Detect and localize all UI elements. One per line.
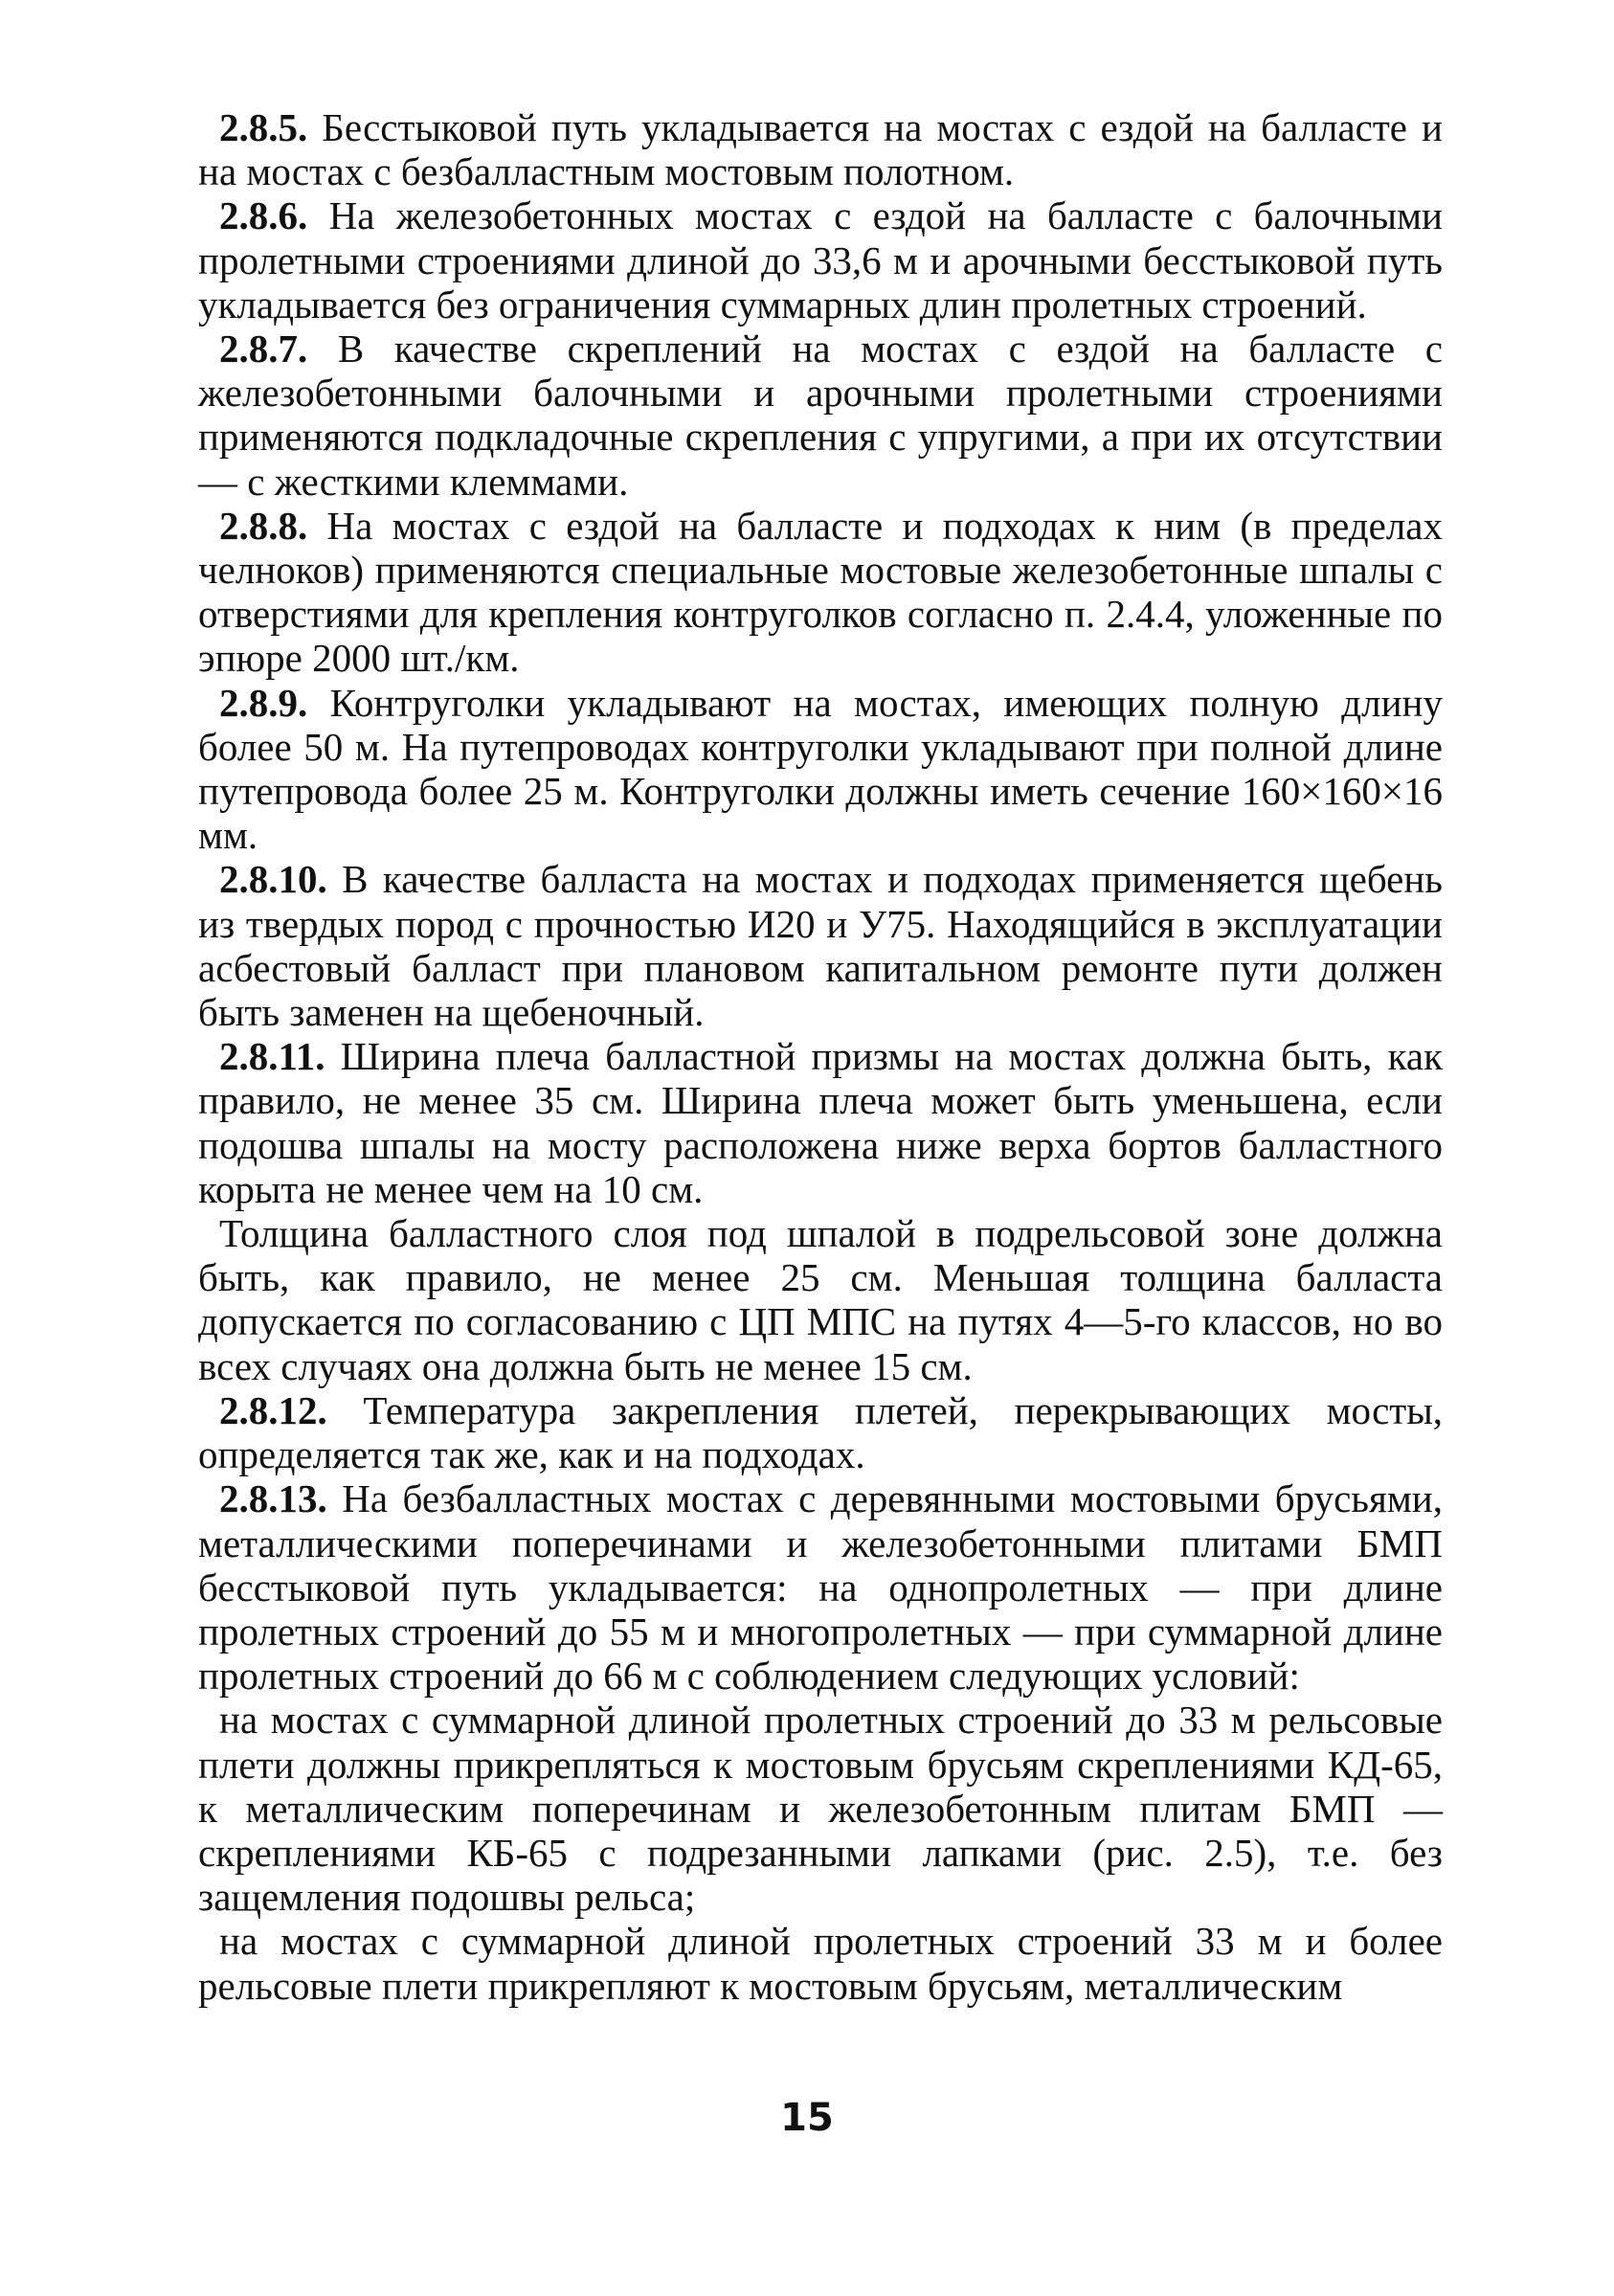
clause-number: 2.8.13. [219,1476,327,1521]
clause-number: 2.8.5. [219,105,308,149]
paragraph-2-8-13 [198,1476,1443,1698]
paragraph-2-8-8 [198,504,1443,681]
page-number: 15 [780,2096,834,2140]
paragraph-2-8-7 [198,326,1443,504]
paragraph-text: На мостах с ездой на балласте и подходах к ним (в пределах челноков) применяются специальные мостовые железобетонные шпалы с отверстиями для крепления контруголков согласно п. 2.4.4, уложенные по эпюре 2000 шт./км. [198,503,1443,681]
paragraph-2-8-5 [198,105,1443,193]
clause-number: 2.8.7. [219,326,308,371]
paragraph-2-8-11 [198,1034,1443,1211]
paragraph-text: Температура закрепления плетей, перекрывающих мосты, определяется так же, как и на подходах. [198,1387,1443,1477]
paragraph-condition-up-to-33m [198,1698,1443,1919]
clause-number: 2.8.10. [219,857,327,902]
paragraph-ballast-thickness [198,1211,1443,1388]
paragraph-text: на мостах с суммарной длиной пролетных строений до 33 м рельсовые плети должны прикрепляться к мостовым брусьям скреплениями КД-65, к металлическим поперечинам и железобетонным плитам БМП — скреплениями КБ-65 с подрезанными лапками (рис. 2.5), т.е. без защемления подошвы рельса; [198,1698,1443,1920]
clause-number: 2.8.12. [219,1387,327,1432]
paragraph-text: В качестве балласта на мостах и подходах применяется щебень из твердых пород с прочностью И20 и У75. Находящийся в эксплуатации асбестовый балласт при плановом капитальном ремонте пути должен быть заменен на щебеночный. [198,857,1443,1035]
clause-number: 2.8.11. [219,1034,325,1079]
paragraph-condition-33m-and-more [198,1919,1443,2007]
paragraph-text: Ширина плеча балластной призмы на мостах должна быть, как правило, не менее 35 см. Ширина плеча может быть уменьшена, если подошва шпалы на мосту расположена ниже верха бортов балластного корыта не менее чем на 10 см. [198,1034,1443,1211]
paragraph-text: на мостах с суммарной длиной пролетных строений 33 м и более рельсовые плети прикрепляют к мостовым брусьям, металлическим [198,1919,1443,2008]
clause-number: 2.8.9. [219,680,308,725]
paragraph-text: Контруголки укладывают на мостах, имеющих полную длину более 50 м. На путепроводах контруголки укладывают при полной длине путепровода более 25 м. Контруголки должны иметь сечение 160×160×16 мм. [198,680,1443,858]
clause-number: 2.8.6. [219,193,308,238]
paragraph-2-8-10 [198,857,1443,1034]
paragraph-2-8-12 [198,1388,1443,1476]
paragraph-2-8-6 [198,193,1443,326]
paragraph-2-8-9 [198,681,1443,858]
paragraph-text: В качестве скреплений на мостах с ездой на балласте с железобетонными балочными и арочными пролетными строениями применяются подкладочные скрепления с упругими, а при их отсутствии — с жесткими клеммами. [198,326,1443,504]
paragraph-text: На железобетонных мостах с ездой на балласте с балочными пролетными строениями длиной до 33,6 м и арочными бесстыковой путь укладывается без ограничения суммарных длин пролетных строений. [198,193,1443,326]
paragraph-text: Бесстыковой путь укладывается на мостах с ездой на балласте и на мостах с безбалластным мостовым полотном. [198,105,1443,194]
clause-number: 2.8.8. [219,503,308,548]
paragraph-text: Толщина балластного слоя под шпалой в подрельсовой зоне должна быть, как правило, не менее 25 см. Меньшая толщина балласта допускается по согласованию с ЦП МПС на путях 4—5-го классов, но во всех случаях она должна быть не менее 15 см. [198,1211,1443,1388]
paragraph-text: На безбалластных мостах с деревянными мостовыми брусьями, металлическими поперечинами и железобетонными плитами БМП бесстыковой путь укладывается: на однопролетных — при длине пролетных строений до 55 м и многопролетных — при суммарной длине пролетных строений до 66 м с соблюдением следующих условий: [198,1476,1443,1699]
document-body [198,105,1443,2008]
